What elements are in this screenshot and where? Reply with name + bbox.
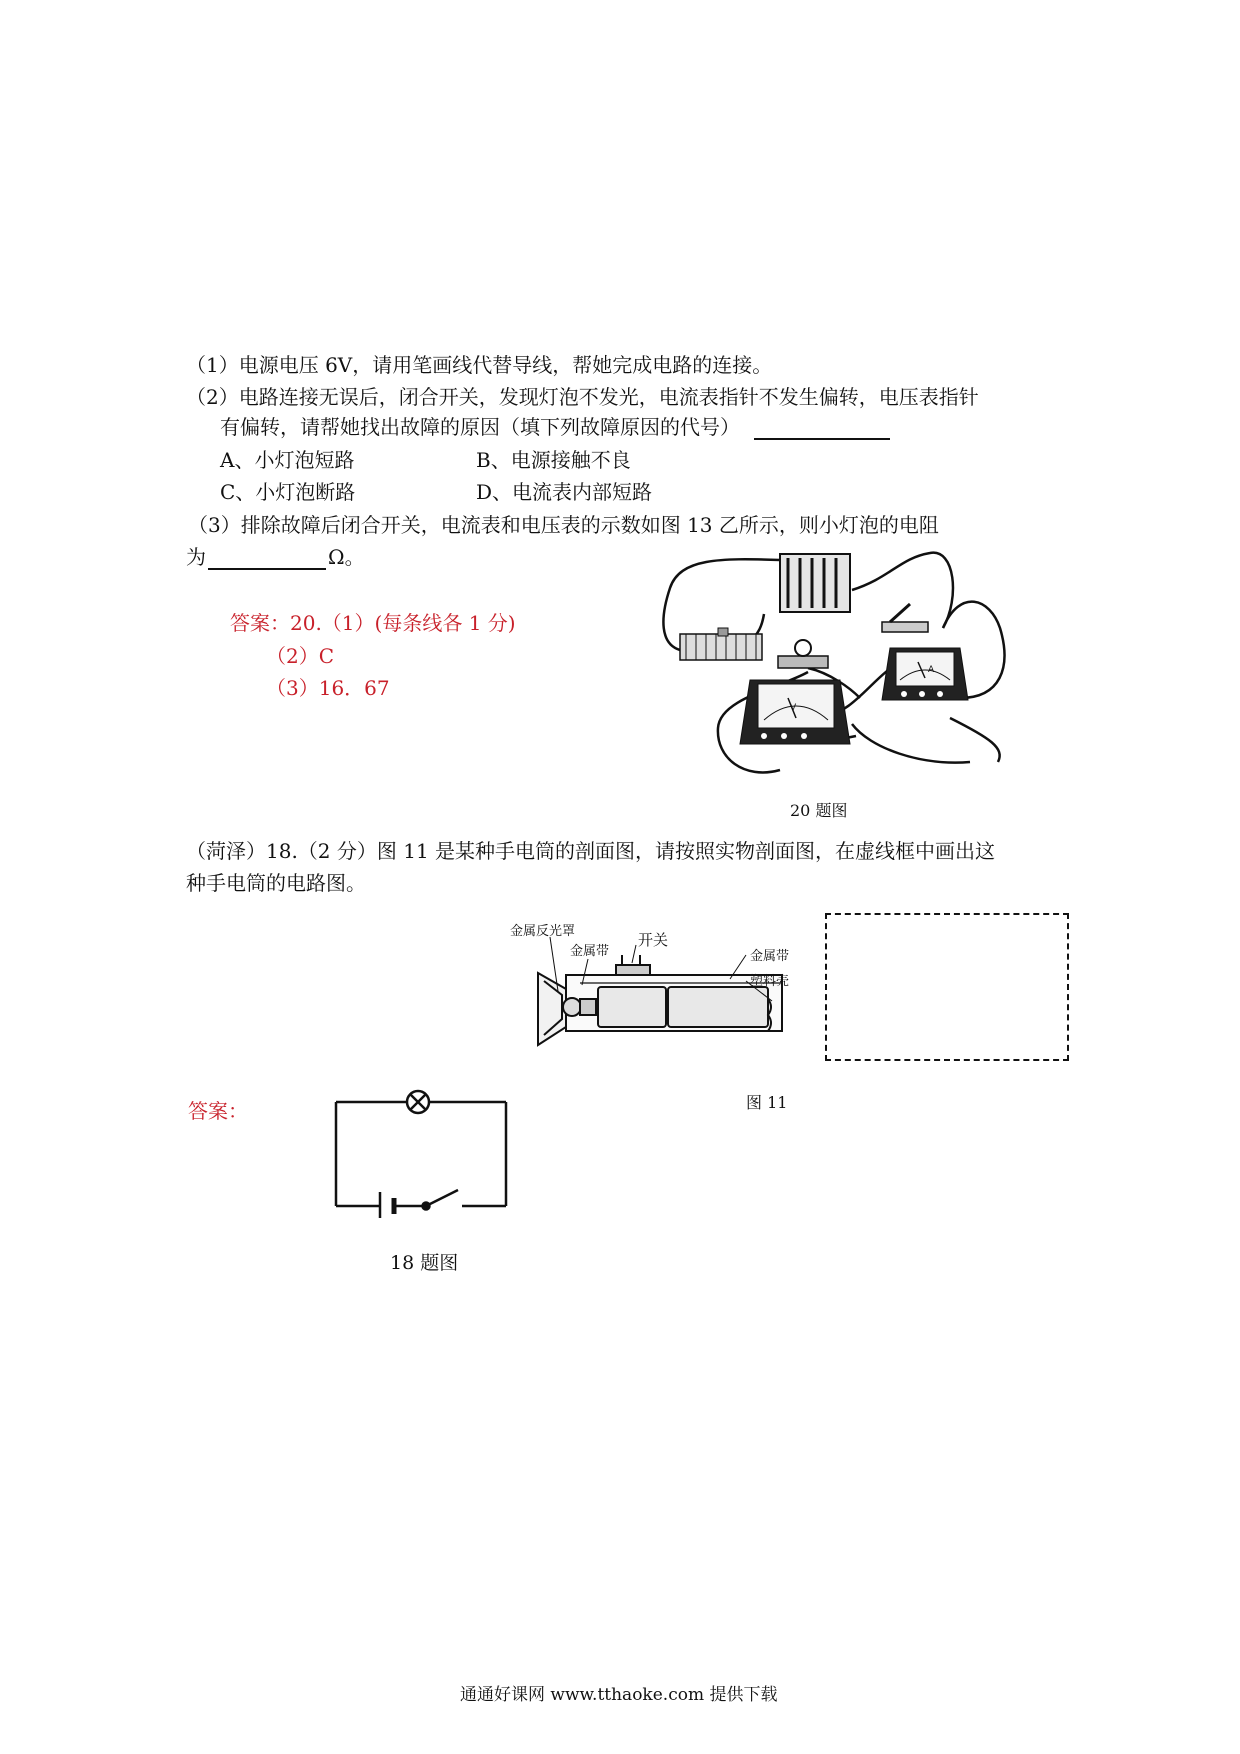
ohm-unit: Ω。 — [328, 545, 365, 569]
label-switch: 开关 — [638, 931, 669, 949]
ammeter-icon — [882, 648, 968, 700]
svg-text:A: A — [928, 665, 935, 675]
page-footer: 通通好课网 www.tthaoke.com 提供下载 — [460, 1685, 778, 1705]
figure-20-caption: 20 题图 — [790, 801, 848, 820]
svg-text:V: V — [790, 703, 797, 713]
voltmeter-icon — [740, 680, 850, 744]
rheostat-icon — [680, 628, 762, 660]
q20-part1: （1）电源电压 6V，请用笔画线代替导线，帮她完成电路的连接。 — [186, 353, 773, 377]
label-metal-strip-right: 金属带 — [750, 949, 790, 964]
q18-stem: （菏泽）18.（2 分）图 11 是某种手电筒的剖面图，请按照实物剖面图，在虚线框中画出这 — [186, 839, 996, 863]
bulb-holder-icon — [778, 640, 828, 668]
q20-answer-3: （3）16．67 — [266, 676, 390, 700]
battery-icon — [780, 554, 850, 612]
flashlight-body — [538, 955, 782, 1045]
flashlight-figure — [510, 915, 810, 1055]
q20-answer-2: （2）C — [266, 644, 335, 668]
q20-part3: （3）排除故障后闭合开关，电流表和电压表的示数如图 13 乙所示，则小灯泡的电阻 — [188, 513, 939, 537]
q20-part3-prefix: 为 — [186, 545, 206, 569]
q18-stem-cont: 种手电筒的电路图。 — [186, 871, 366, 895]
figure-11-caption: 图 11 — [746, 1093, 788, 1112]
option-b: B、电源接触不良 — [476, 448, 631, 472]
option-a: A、小灯泡短路 — [220, 448, 355, 472]
label-metal-strip-left: 金属带 — [570, 944, 610, 959]
figure-18-caption: 18 题图 — [390, 1252, 459, 1274]
switch-symbol-icon — [423, 1190, 459, 1210]
circuit-figure-20 — [660, 548, 1010, 780]
q20-answer-1: 答案：20.（1）(每条线各 1 分) — [230, 611, 516, 635]
answer-circuit-diagram — [334, 1088, 514, 1218]
q20-part2-cont — [220, 414, 890, 440]
answer-blank-2 — [208, 548, 326, 570]
q20-part2-cont-text: 有偏转，请帮她找出故障的原因（填下列故障原因的代号） — [220, 415, 740, 439]
switch-icon — [882, 604, 928, 632]
label-plastic-shell: 塑料壳 — [750, 974, 790, 989]
q18-answer-label: 答案： — [188, 1099, 248, 1123]
q20-part2: （2）电路连接无误后，闭合开关，发现灯泡不发光，电流表指针不发生偏转，电压表指针 — [186, 385, 979, 409]
battery-symbol-icon — [380, 1192, 394, 1218]
dashed-answer-box — [825, 913, 1069, 1061]
option-d: D、电流表内部短路 — [476, 480, 653, 504]
label-reflector: 金属反光罩 — [510, 924, 576, 939]
lamp-icon — [407, 1091, 429, 1113]
answer-blank-1 — [754, 418, 890, 440]
q20-part3-cont — [186, 544, 365, 570]
option-c: C、小灯泡断路 — [220, 480, 356, 504]
